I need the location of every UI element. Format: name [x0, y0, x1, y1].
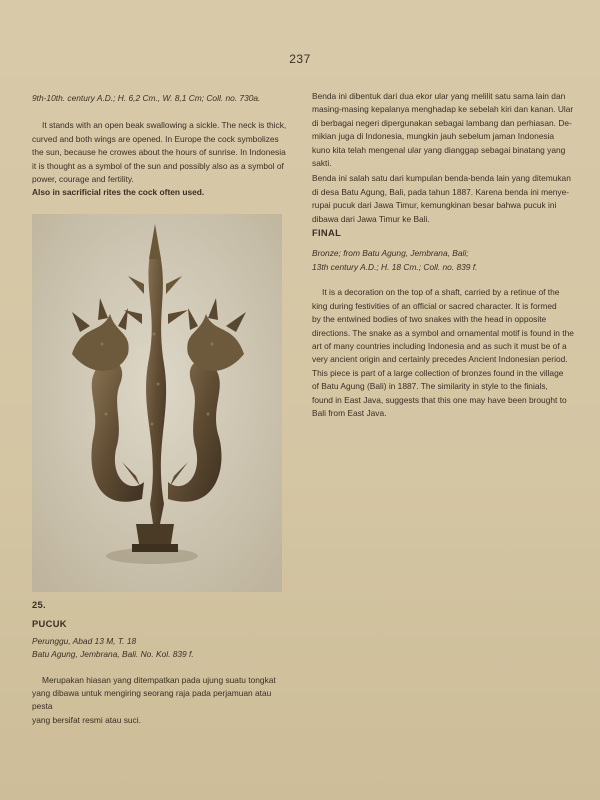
- page-number: 237: [289, 52, 311, 66]
- item-title-en: FINAL: [312, 227, 342, 239]
- description-en-line: of Batu Agung (Bali) in 1887. The similarity in style to the finials,: [312, 381, 548, 392]
- cock-description-line: the sun, because he crowes about the hours of sunrise. In Indonesia: [32, 147, 286, 158]
- description-en-line: Bali from East Java.: [312, 407, 387, 418]
- item-metadata-id: Perunggu, Abad 13 M, T. 18: [32, 635, 137, 646]
- description-en-line: found in East Java, suggests that this one may have been brought to: [312, 394, 567, 405]
- description-en-line: directions. The snake as a symbol and ornamental motif is found in the: [312, 327, 574, 338]
- description-en-line: art of many countries including Indonesia and as such it must be of a: [312, 340, 567, 351]
- snake-description-id-line: mikian juga di Indonesia, mungkin jauh sebelum jaman Indonesia: [312, 131, 555, 142]
- description-en-line: This piece is part of a large collection of bronzes found in the village: [312, 367, 564, 378]
- snake-description-id-line: di berbagai negeri dipergunakan sebagai lambang dan perhiasan. De-: [312, 117, 572, 128]
- cock-description-line: power, courage and fertility.: [32, 174, 134, 185]
- cock-description-bold: Also in sacrificial rites the cock often used.: [32, 187, 205, 198]
- description-id-line: yang bersifat resmi atau suci.: [32, 714, 141, 725]
- origin-description-id-line: di desa Batu Agung, Bali, pada tahun 1887. Karena benda ini menye-: [312, 186, 570, 197]
- cock-description-line: it is thought as a symbol of the sun and possibly also as a symbol of: [32, 160, 284, 171]
- right-column: [312, 90, 574, 420]
- item-metadata-id: Batu Agung, Jembrana, Bali. No. Kol. 839 f.: [32, 649, 194, 660]
- snake-description-id-line: masing-masing kepalanya menghadap ke sebelah kiri dan kanan. Ular: [312, 104, 574, 115]
- left-column-top: [32, 92, 294, 200]
- left-column-bottom: [32, 598, 294, 727]
- pucuk-photo: [32, 214, 282, 592]
- origin-description-id-line: rupai pucuk dari Jawa Timur, kemungkinan besar bahwa pucuk ini: [312, 200, 557, 211]
- catalogue-number: 25.: [32, 599, 46, 610]
- pucuk-bronze-image: [32, 214, 282, 592]
- snake-description-id-line: kuno kita telah mengenal ular yang dianggap sebagai binatang yang: [312, 144, 566, 155]
- cock-caption-metadata: 9th-10th. century A.D.; H. 6,2 Cm., W. 8,1 Cm; Coll. no. 730a.: [32, 93, 261, 103]
- origin-description-id-line: dibawa dari Jawa Timur ke Bali.: [312, 213, 430, 224]
- description-en-line: very ancient origin and certainly precedes Ancient Indonesian period.: [312, 354, 568, 365]
- description-en-line: king during festivities of an official or sacred character. It is formed: [312, 300, 557, 311]
- cock-description-line: curved and both wings are opened. In Europe the cock symbolizes: [32, 133, 279, 144]
- description-id-line: yang dibawa untuk mengiring seorang raja pada perjamuan atau pesta: [32, 688, 272, 712]
- origin-description-id-line: Benda ini salah satu dari kumpulan benda-benda lain yang ditemukan: [312, 173, 571, 184]
- item-metadata-en: Bronze; from Batu Agung, Jembrana, Bali;: [312, 248, 469, 259]
- snake-description-id-line: sakti.: [312, 158, 332, 169]
- item-title-id: PUCUK: [32, 618, 67, 630]
- cock-description-line: It stands with an open beak swallowing a sickle. The neck is thick,: [42, 120, 287, 131]
- description-en-line: It is a decoration on the top of a shaft, carried by a retinue of the: [322, 287, 560, 298]
- description-en-line: by the entwined bodies of two snakes with the head in opposite: [312, 314, 547, 325]
- description-id-line: Merupakan hiasan yang ditempatkan pada ujung suatu tongkat: [42, 674, 276, 685]
- snake-description-id-line: Benda ini dibentuk dari dua ekor ular yang melilit satu sama lain dan: [312, 91, 566, 101]
- item-metadata-en: 13th century A.D.; H. 18 Cm.; Coll. no. 839 f.: [312, 261, 478, 272]
